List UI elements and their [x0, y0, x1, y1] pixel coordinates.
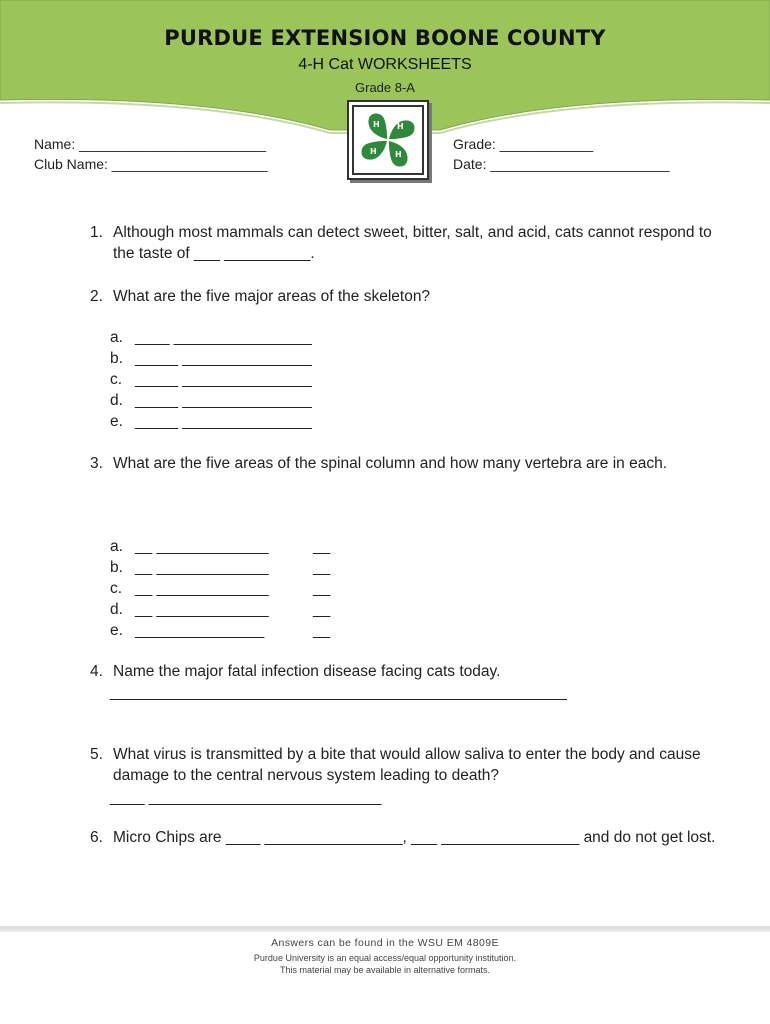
question-number: 1. — [90, 224, 103, 241]
club-name-field[interactable]: Club Name: ____________________ — [34, 156, 268, 172]
answer-line[interactable]: ____ ___________________________ — [110, 789, 382, 806]
svg-text:H: H — [397, 122, 404, 131]
footer-answer-source: Answers can be found in the WSU EM 4809E — [271, 937, 499, 949]
answer-item[interactable] — [110, 390, 312, 411]
item-letter: d. — [110, 601, 123, 618]
item-letter: a. — [110, 329, 123, 346]
item-letter: c. — [110, 371, 123, 388]
answer-blank[interactable]: _____ _______________ — [135, 392, 312, 409]
answer-blank[interactable]: __ _____________ — [135, 559, 269, 576]
item-letter: c. — [110, 580, 123, 597]
answer-blank[interactable]: __ _____________ — [135, 601, 269, 618]
grade-field[interactable]: Grade: ____________ — [453, 136, 594, 152]
answer-blank[interactable]: ____ ________________ — [135, 329, 312, 346]
question-number: 3. — [90, 455, 103, 472]
answer-item[interactable] — [110, 599, 331, 620]
answer-line[interactable]: _____________________________________________________ — [110, 684, 567, 701]
answer-blank[interactable]: _____ _______________ — [135, 371, 312, 388]
question-text: Although most mammals can detect sweet, bitter, salt, and acid, cats cannot respond to the taste of ___ __________. — [113, 224, 717, 262]
answer-item[interactable] — [110, 348, 312, 369]
page-title: PURDUE EXTENSION BOONE COUNTY — [164, 26, 606, 50]
footer-equal-opportunity: Purdue University is an equal access/equal opportunity institution. — [253, 953, 517, 963]
question-number: 5. — [90, 746, 103, 763]
answer-blank[interactable]: _______________ — [135, 622, 265, 639]
footer-alt-formats: This material may be available in alternative formats. — [279, 965, 491, 975]
item-letter: b. — [110, 350, 123, 367]
svg-text:H: H — [395, 150, 402, 159]
4-h-clover-icon — [354, 107, 422, 173]
answer-item[interactable] — [110, 578, 331, 599]
vertebra-count-blank[interactable]: __ — [313, 601, 331, 618]
question-text: Micro Chips are ____ ________________, ___ ________________ and do not get lost. — [113, 829, 716, 846]
question-number: 6. — [90, 829, 103, 846]
answer-blank[interactable]: _____ _______________ — [135, 413, 312, 430]
answer-blank[interactable]: _____ _______________ — [135, 350, 312, 367]
question-number: 4. — [90, 663, 103, 680]
svg-text:H: H — [370, 147, 377, 156]
answer-blank[interactable]: __ _____________ — [135, 580, 269, 597]
name-field[interactable]: Name: ________________________ — [34, 136, 266, 152]
question-number: 2. — [90, 288, 103, 305]
answer-item[interactable] — [110, 620, 331, 641]
logo-inner-frame — [352, 105, 424, 175]
date-field[interactable]: Date: _______________________ — [453, 156, 670, 172]
answer-blank[interactable]: __ _____________ — [135, 538, 269, 555]
answer-item[interactable] — [110, 411, 312, 432]
question-text: What are the five major areas of the skeleton? — [113, 288, 431, 305]
answer-item[interactable] — [110, 327, 312, 348]
footer-divider — [0, 926, 770, 932]
item-letter: e. — [110, 622, 123, 639]
answer-item[interactable] — [110, 536, 331, 557]
svg-text:H: H — [373, 120, 380, 129]
worksheet-subtitle: 4-H Cat WORKSHEETS — [298, 56, 472, 73]
question-text: Name the major fatal infection disease facing cats today. — [113, 663, 501, 680]
question-text: What are the five areas of the spinal column and how many vertebra are in each. — [113, 455, 667, 472]
logo-frame — [347, 100, 429, 180]
vertebra-count-blank[interactable]: __ — [313, 622, 331, 639]
item-letter: b. — [110, 559, 123, 576]
vertebra-count-blank[interactable]: __ — [313, 559, 331, 576]
item-letter: a. — [110, 538, 123, 555]
grade-level-label: Grade 8-A — [355, 80, 415, 95]
vertebra-count-blank[interactable]: __ — [313, 580, 331, 597]
question-text: What virus is transmitted by a bite that would allow saliva to enter the body and cause damage to the central nervous system leading to death? — [113, 746, 705, 784]
vertebra-count-blank[interactable]: __ — [313, 538, 331, 555]
answer-item[interactable] — [110, 557, 331, 578]
item-letter: e. — [110, 413, 123, 430]
answer-item[interactable] — [110, 369, 312, 390]
item-letter: d. — [110, 392, 123, 409]
